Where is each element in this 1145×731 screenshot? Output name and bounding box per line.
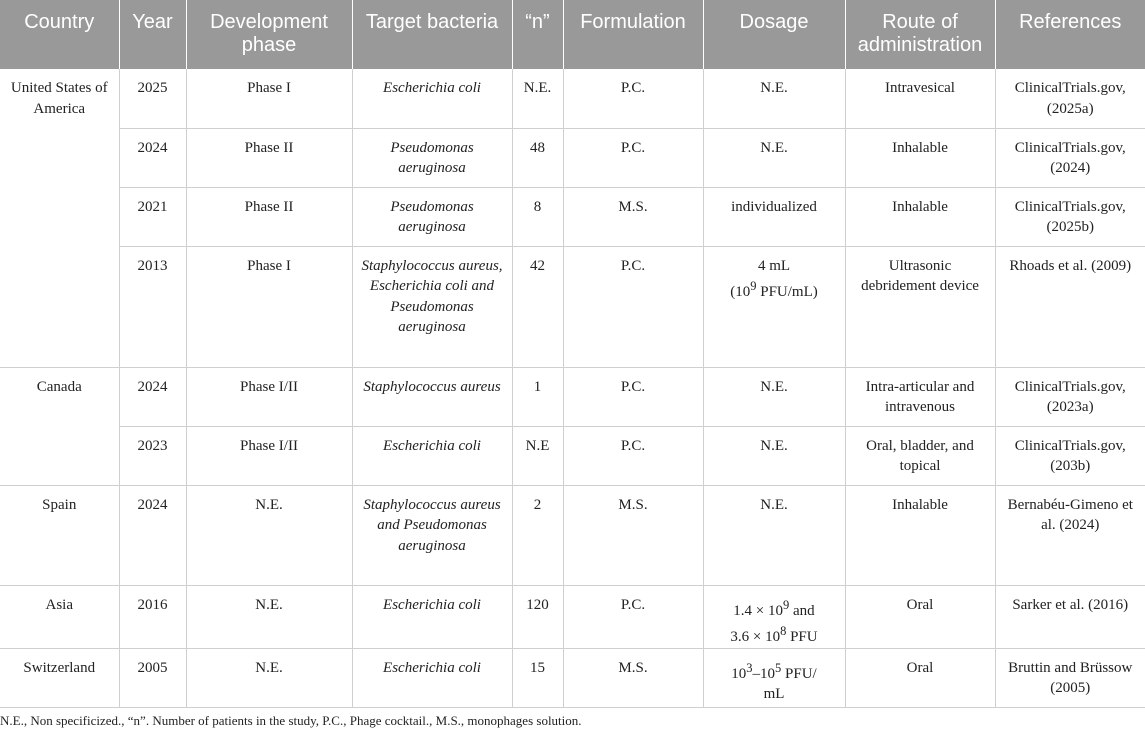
reference-cell: Rhoads et al. (2009) [995, 246, 1145, 367]
dosage-cell: N.E. [703, 69, 845, 128]
formulation-cell: P.C. [563, 246, 703, 367]
route-cell: Intravesical [845, 69, 995, 128]
phase-cell: Phase I [186, 246, 352, 367]
route-cell: Oral, bladder, and topical [845, 426, 995, 485]
header-references: References [995, 0, 1145, 69]
n-cell: 2 [512, 485, 563, 585]
header-target-bacteria: Target bacteria [352, 0, 512, 69]
dosage-cell: individualized [703, 187, 845, 246]
table-row [0, 246, 1145, 367]
bacteria-cell: Escherichia coli [352, 648, 512, 707]
header-formulation: Formulation [563, 0, 703, 69]
year-cell: 2013 [119, 246, 186, 367]
year-cell: 2023 [119, 426, 186, 485]
table-row [0, 187, 1145, 246]
reference-cell: ClinicalTrials.gov, (2023a) [995, 367, 1145, 426]
year-cell: 2024 [119, 367, 186, 426]
dosage-cell: N.E. [703, 426, 845, 485]
route-cell: Inhalable [845, 128, 995, 187]
n-cell: 1 [512, 367, 563, 426]
reference-cell: ClinicalTrials.gov, (2024) [995, 128, 1145, 187]
n-cell: 120 [512, 585, 563, 648]
reference-cell: Sarker et al. (2016) [995, 585, 1145, 648]
reference-cell: ClinicalTrials.gov, (203b) [995, 426, 1145, 485]
route-cell: Inhalable [845, 485, 995, 585]
header-route: Route of administration [845, 0, 995, 69]
country-cell: Canada [0, 367, 119, 485]
reference-cell: Bernabéu-Gimeno et al. (2024) [995, 485, 1145, 585]
formulation-cell: M.S. [563, 485, 703, 585]
bacteria-cell: Escherichia coli [352, 426, 512, 485]
phase-cell: N.E. [186, 585, 352, 648]
bacteria-cell: Staphylococcus aureus [352, 367, 512, 426]
phase-cell: N.E. [186, 485, 352, 585]
bacteria-cell: Staphylococcus aureus, Escherichia coli and Pseudomonas aeruginosa [352, 246, 512, 367]
dosage-cell: $1.4 \times 10^9$ and $3.6 \times 10^8$ PFU [703, 585, 845, 648]
header-row [0, 0, 1145, 69]
formulation-cell: M.S. [563, 187, 703, 246]
n-cell: N.E [512, 426, 563, 485]
table-row [0, 585, 1145, 648]
reference-cell: ClinicalTrials.gov, (2025a) [995, 69, 1145, 128]
country-cell: Asia [0, 585, 119, 648]
country-cell: Spain [0, 485, 119, 585]
formulation-cell: P.C. [563, 585, 703, 648]
year-cell: 2024 [119, 485, 186, 585]
year-cell: 2025 [119, 69, 186, 128]
bacteria-cell: Escherichia coli [352, 69, 512, 128]
year-cell: 2016 [119, 585, 186, 648]
year-cell: 2005 [119, 648, 186, 707]
dosage-cell: 4 mL ($10^9$ PFU/mL) [703, 246, 845, 367]
dosage-cell: N.E. [703, 128, 845, 187]
table-row [0, 485, 1145, 585]
year-cell: 2024 [119, 128, 186, 187]
header-n: “n” [512, 0, 563, 69]
table-row [0, 367, 1145, 426]
bacteria-cell: Escherichia coli [352, 585, 512, 648]
phase-cell: Phase II [186, 128, 352, 187]
bacteria-cell: Pseudomonas aeruginosa [352, 128, 512, 187]
route-cell: Intra-articular and intravenous [845, 367, 995, 426]
formulation-cell: P.C. [563, 69, 703, 128]
table-row [0, 69, 1145, 128]
route-cell: Oral [845, 648, 995, 707]
formulation-cell: P.C. [563, 426, 703, 485]
reference-cell: Bruttin and Brüssow (2005) [995, 648, 1145, 707]
year-cell: 2021 [119, 187, 186, 246]
phase-cell: Phase I/II [186, 426, 352, 485]
phase-cell: Phase I/II [186, 367, 352, 426]
header-development-phase: Development phase [186, 0, 352, 69]
n-cell: N.E. [512, 69, 563, 128]
dosage-cell: $10^3-10^5$ PFU/ mL [703, 648, 845, 707]
country-cell: Switzerland [0, 648, 119, 707]
n-cell: 42 [512, 246, 563, 367]
bacteria-cell: Pseudomonas aeruginosa [352, 187, 512, 246]
dosage-cell: N.E. [703, 367, 845, 426]
phase-cell: N.E. [186, 648, 352, 707]
route-cell: Oral [845, 585, 995, 648]
formulation-cell: M.S. [563, 648, 703, 707]
table-row [0, 128, 1145, 187]
formulation-cell: P.C. [563, 367, 703, 426]
formulation-cell: P.C. [563, 128, 703, 187]
phase-cell: Phase I [186, 69, 352, 128]
reference-cell: ClinicalTrials.gov, (2025b) [995, 187, 1145, 246]
dosage-cell: N.E. [703, 485, 845, 585]
header-year: Year [119, 0, 186, 69]
header-dosage: Dosage [703, 0, 845, 69]
route-cell: Ultrasonic debridement device [845, 246, 995, 367]
country-cell: United States of America [0, 69, 119, 367]
table-footnote: N.E., Non specificized., “n”. Number of patients in the study, P.C., Phage cocktail., M.S., monophages solution. [0, 713, 582, 728]
header-country: Country [0, 0, 119, 69]
bacteria-cell: Staphylococcus aureus and Pseudomonas aeruginosa [352, 485, 512, 585]
route-cell: Inhalable [845, 187, 995, 246]
table-row [0, 648, 1145, 707]
table-row [0, 426, 1145, 485]
n-cell: 48 [512, 128, 563, 187]
n-cell: 8 [512, 187, 563, 246]
n-cell: 15 [512, 648, 563, 707]
phase-cell: Phase II [186, 187, 352, 246]
